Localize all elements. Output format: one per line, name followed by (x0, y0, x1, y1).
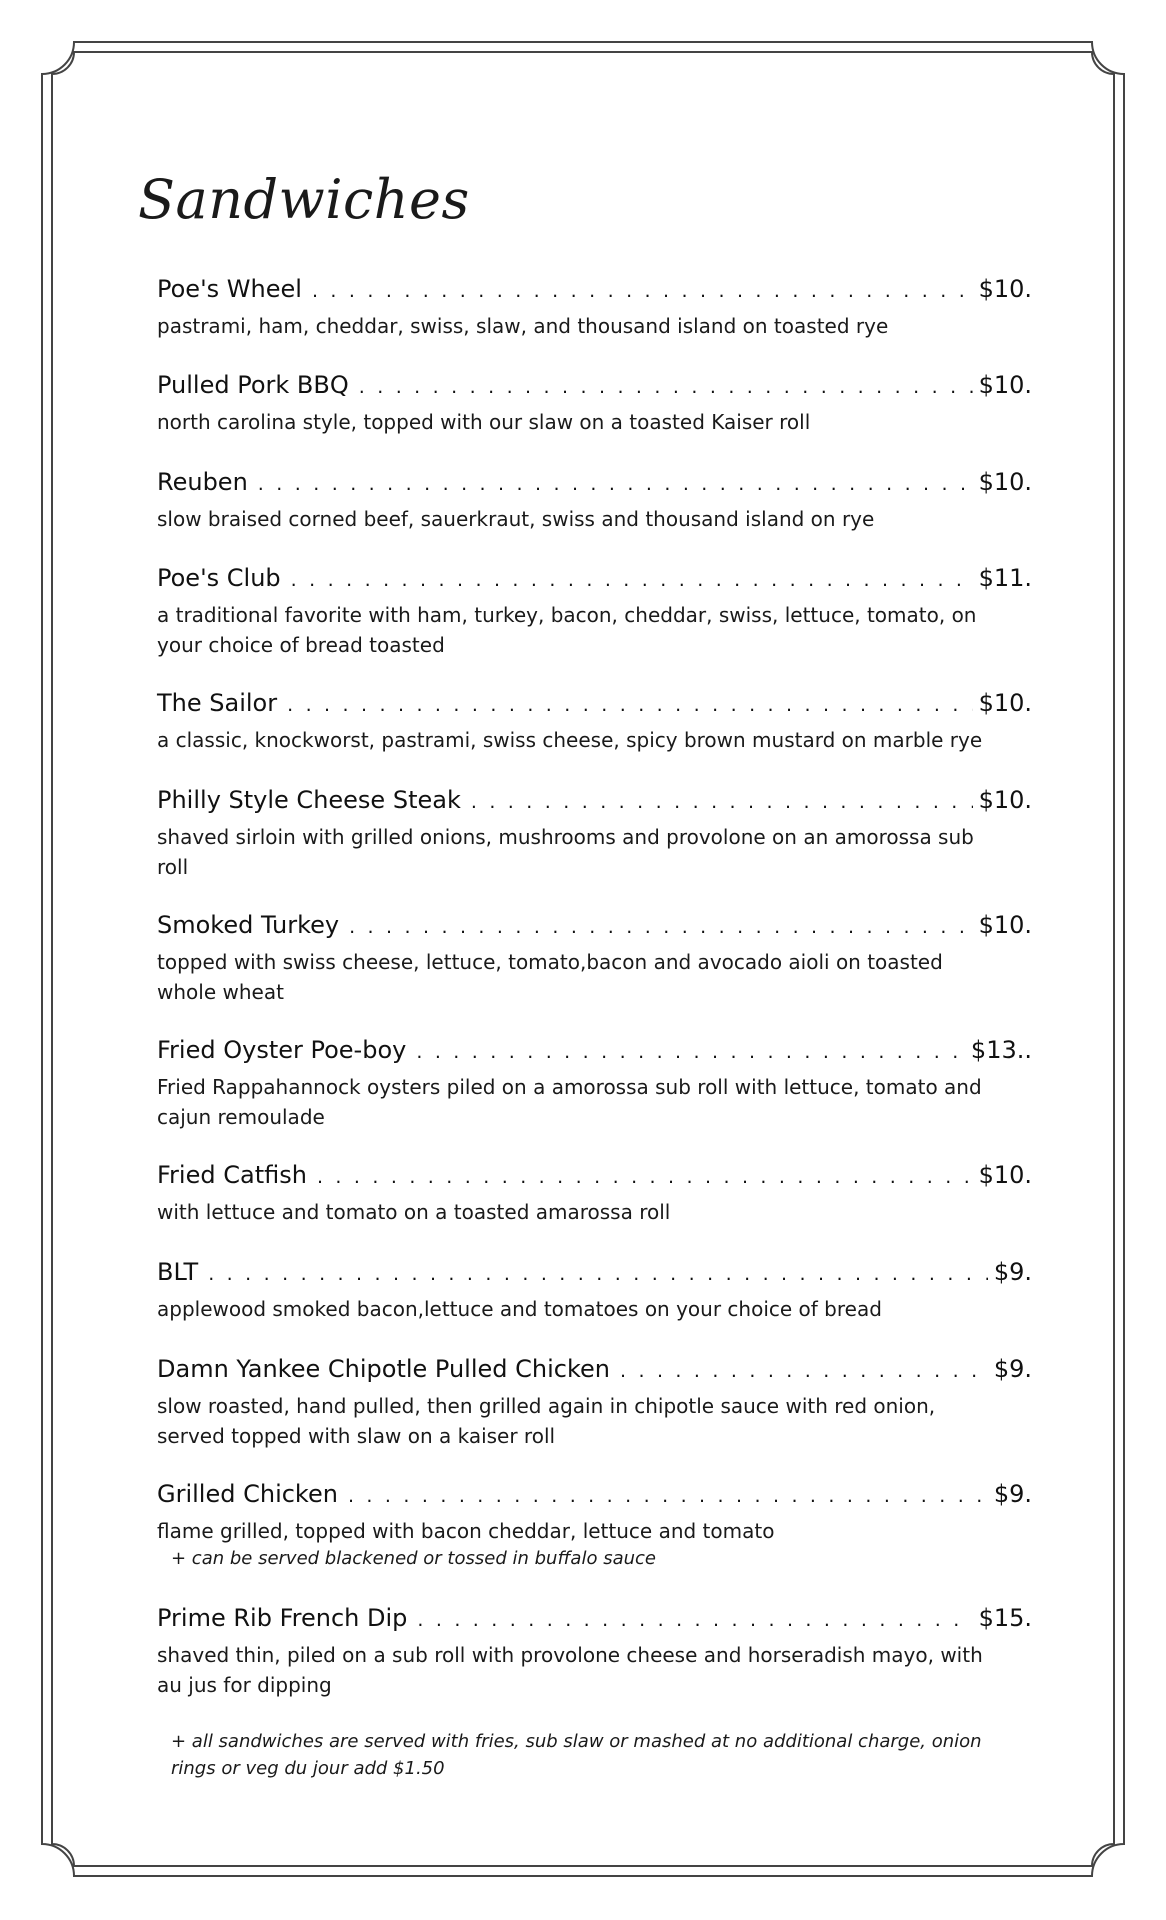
item-price: $11. (978, 564, 1032, 592)
item-price: $9. (993, 1258, 1032, 1286)
dot-leader (471, 791, 973, 813)
item-name: Grilled Chicken (157, 1480, 338, 1508)
item-name: Pulled Pork BBQ (157, 371, 349, 399)
menu-item (157, 1258, 1032, 1355)
menu-item-header (157, 911, 1032, 947)
item-price: $10. (978, 371, 1032, 399)
dot-leader (291, 569, 973, 591)
item-description: shaved thin, piled on a sub roll with provolone cheese and horseradish mayo, with au jus for dipping (157, 1643, 983, 1697)
menu-item-header (157, 1036, 1032, 1072)
menu-item-header (157, 1480, 1032, 1516)
item-price: $10. (978, 786, 1032, 814)
menu-item-header (157, 786, 1032, 822)
menu-item-header (157, 371, 1032, 407)
menu-item-header (157, 564, 1032, 600)
item-description: with lettuce and tomato on a toasted amarossa roll (157, 1200, 671, 1224)
item-price: $9. (993, 1480, 1032, 1508)
footer-note: + all sandwiches are served with fries, sub slaw or mashed at no additional charge, onion rings or veg du jour add $1.50 (171, 1731, 982, 1779)
item-name: Smoked Turkey (157, 911, 340, 939)
dot-leader (620, 1360, 988, 1382)
dot-leader (348, 1485, 988, 1507)
menu-item (157, 1355, 1032, 1480)
menu-item (157, 564, 1032, 689)
menu-list (157, 275, 1032, 1729)
dot-leader (359, 376, 973, 398)
item-name: Damn Yankee Chipotle Pulled Chicken (157, 1355, 610, 1383)
dot-leader (287, 694, 972, 716)
menu-item (157, 275, 1032, 371)
item-description: applewood smoked bacon,lettuce and tomatoes on your choice of bread (157, 1297, 882, 1321)
item-price: $10. (978, 689, 1032, 717)
page-title: Sandwiches (138, 168, 470, 231)
item-description: a traditional favorite with ham, turkey, bacon, cheddar, swiss, lettuce, tomato, on your choice of bread toasted (157, 603, 977, 657)
item-description: shaved sirloin with grilled onions, mushrooms and provolone on an amorossa sub roll (157, 825, 974, 879)
item-name: Prime Rib French Dip (157, 1604, 408, 1632)
item-price: $10. (978, 1161, 1032, 1189)
item-note: + can be served blackened or tossed in buffalo sauce (171, 1548, 656, 1569)
menu-item (157, 1480, 1032, 1604)
item-description: pastrami, ham, cheddar, swiss, slaw, and thousand island on toasted rye (157, 314, 889, 338)
dot-leader (417, 1609, 972, 1631)
dot-leader (416, 1041, 965, 1063)
menu-item-header (157, 1161, 1032, 1197)
menu-item-header (157, 468, 1032, 504)
menu-item (157, 468, 1032, 564)
item-name: BLT (157, 1258, 199, 1286)
item-price: $10. (978, 468, 1032, 496)
menu-item (157, 1036, 1032, 1161)
menu-item (157, 1604, 1032, 1729)
item-description: slow braised corned beef, sauerkraut, swiss and thousand island on rye (157, 507, 875, 531)
dot-leader (349, 916, 972, 938)
menu-item (157, 786, 1032, 911)
item-description: a classic, knockworst, pastrami, swiss cheese, spicy brown mustard on marble rye (157, 728, 983, 752)
item-description: slow roasted, hand pulled, then grilled again in chipotle sauce with red onion, served topped with slaw on a kaiser roll (157, 1394, 936, 1448)
menu-item (157, 689, 1032, 786)
dot-leader (312, 280, 973, 302)
item-name: Poe's Club (157, 564, 281, 592)
menu-item-header (157, 275, 1032, 311)
item-description: Fried Rappahannock oysters piled on a amorossa sub roll with lettuce, tomato and cajun remoulade (157, 1075, 982, 1129)
item-price: $10. (978, 275, 1032, 303)
dot-leader (208, 1263, 988, 1285)
item-description: flame grilled, topped with bacon cheddar, lettuce and tomato (157, 1519, 775, 1543)
dot-leader (258, 473, 973, 495)
item-description: topped with swiss cheese, lettuce, tomato,bacon and avocado aioli on toasted whole wheat (157, 950, 943, 1004)
item-name: Poe's Wheel (157, 275, 302, 303)
item-name: The Sailor (157, 689, 278, 717)
item-description: north carolina style, topped with our slaw on a toasted Kaiser roll (157, 410, 811, 434)
item-name: Fried Catfish (157, 1161, 307, 1189)
menu-item (157, 371, 1032, 468)
menu-item-header (157, 1355, 1032, 1391)
item-name: Reuben (157, 468, 248, 496)
dot-leader (317, 1166, 973, 1188)
menu-item (157, 1161, 1032, 1258)
item-name: Philly Style Cheese Steak (157, 786, 461, 814)
item-price: $13.. (970, 1036, 1032, 1064)
menu-item (157, 911, 1032, 1036)
menu-item-header (157, 1604, 1032, 1640)
item-name: Fried Oyster Poe-boy (157, 1036, 407, 1064)
item-price: $9. (993, 1355, 1032, 1383)
item-price: $10. (978, 911, 1032, 939)
item-price: $15. (978, 1604, 1032, 1632)
menu-item-header (157, 689, 1032, 725)
menu-item-header (157, 1258, 1032, 1294)
